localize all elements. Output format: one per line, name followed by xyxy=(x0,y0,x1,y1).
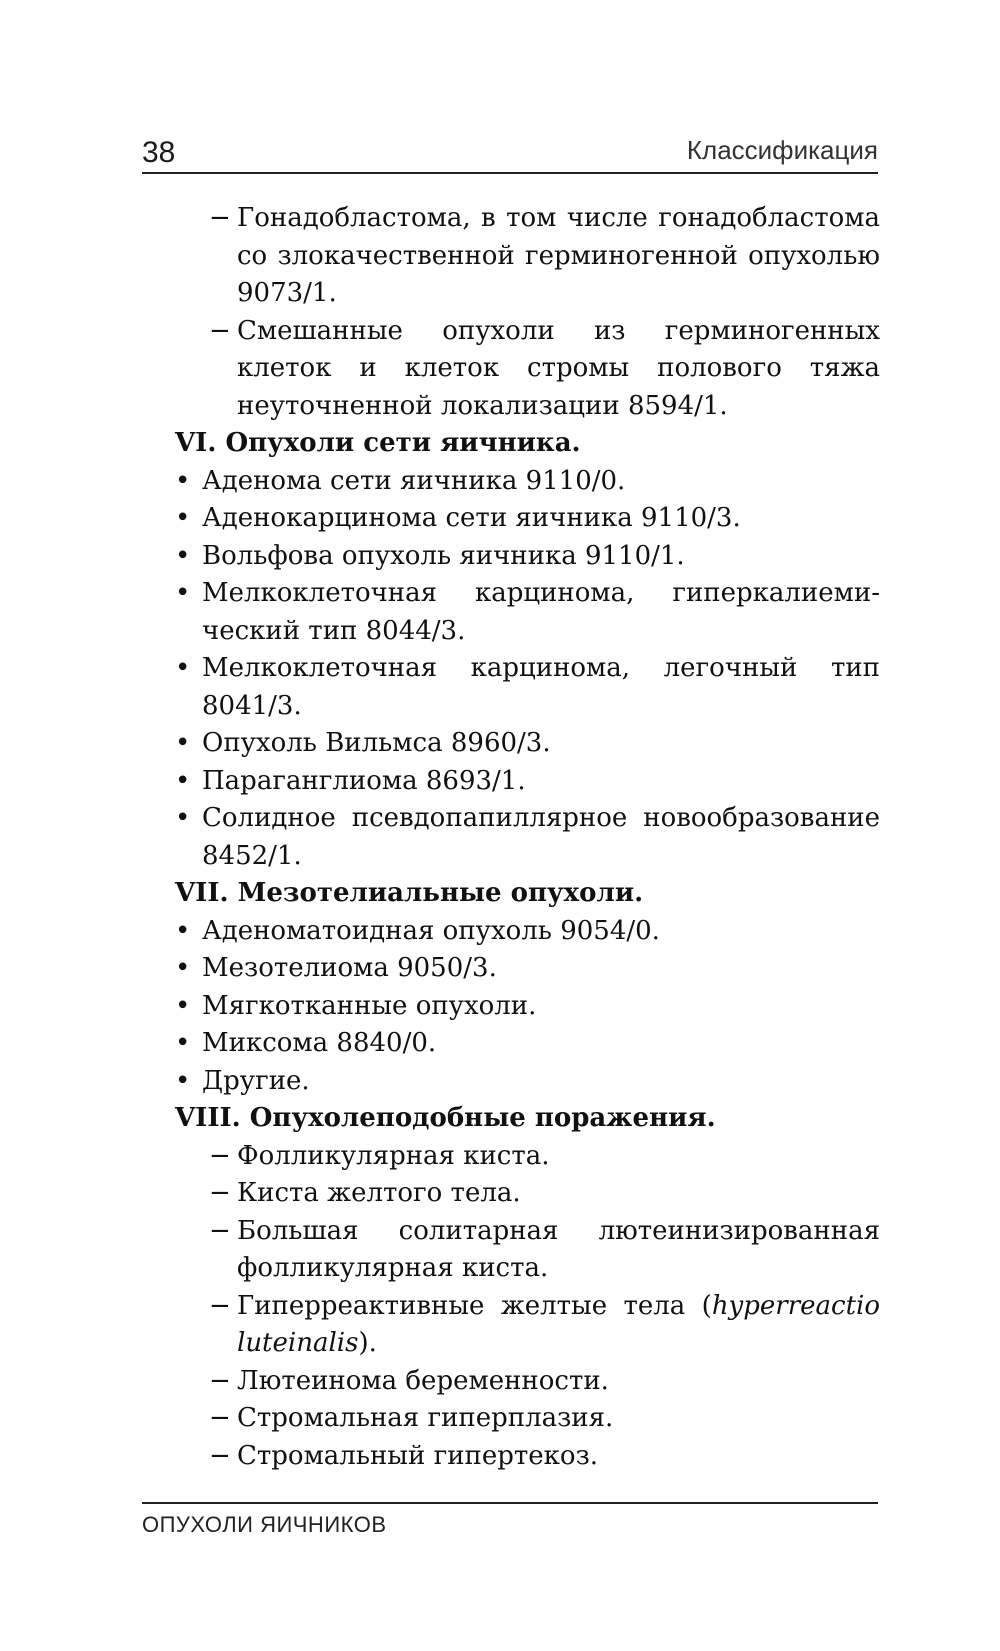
item-text: Мелкоклеточная карцинома, гиперкалиемический тип 8044/3. xyxy=(202,578,880,646)
item-text-suffix: ). xyxy=(358,1328,377,1358)
bullet-list-item xyxy=(175,650,880,725)
bullet-marker: • xyxy=(175,953,191,983)
bullet-list-item xyxy=(175,763,880,801)
item-text: Смешанные опухоли из герминогенных клеток и клеток стромы полового тяжа неуточненной локализации 8594/1. xyxy=(237,315,880,421)
dash-marker: − xyxy=(209,1140,231,1171)
bullet-marker: • xyxy=(175,578,191,608)
bullet-marker: • xyxy=(175,1065,191,1096)
bullet-marker: • xyxy=(175,540,191,571)
bullet-list-item xyxy=(175,538,880,576)
item-text: Большая солитарная лютеинизированная фолликулярная киста. xyxy=(237,1215,880,1283)
page-number: 38 xyxy=(142,136,176,169)
item-text: Аденома сети яичника 9110/0. xyxy=(202,465,626,496)
bullet-list-item xyxy=(175,913,880,951)
dash-marker: − xyxy=(209,1365,231,1396)
bullet-list-item xyxy=(175,1063,880,1101)
dash-list-item xyxy=(175,1138,880,1176)
dash-list-item xyxy=(175,1175,880,1213)
bullet-list-item xyxy=(175,950,880,988)
bullet-marker: • xyxy=(175,728,191,758)
bullet-list-item xyxy=(175,1025,880,1063)
item-text: Аденоматоидная опухоль 9054/0. xyxy=(202,915,660,946)
dash-list-item xyxy=(175,200,880,313)
bullet-marker: • xyxy=(175,765,191,796)
bullet-marker: • xyxy=(175,990,191,1021)
item-text: Гиперреактивные желтые тела ( xyxy=(237,1290,712,1321)
dash-marker: − xyxy=(209,1440,231,1471)
page-content xyxy=(175,200,880,1475)
item-text: Киста желтого тела. xyxy=(237,1178,521,1208)
dash-marker: − xyxy=(209,315,231,346)
item-text: Другие. xyxy=(202,1065,310,1096)
section-heading: VII. Мезотелиальные опухоли. xyxy=(175,878,644,908)
item-text: Фолликулярная киста. xyxy=(237,1140,550,1171)
bullet-list-item xyxy=(175,463,880,501)
item-text: Гонадобластома, в том числе гонадобластома со злокачественной герминогенной опухолью 9073/1. xyxy=(237,203,880,308)
section-heading: VIII. Опухолеподобные поражения. xyxy=(175,1103,716,1133)
dash-list-item xyxy=(175,1438,880,1476)
bullet-list-item xyxy=(175,800,880,875)
dash-list-item xyxy=(175,1400,880,1438)
dash-list-item xyxy=(175,1363,880,1401)
dash-marker: − xyxy=(209,1403,231,1433)
page-header xyxy=(142,128,878,174)
item-latin-term: hyperreactio luteinalis xyxy=(237,1290,880,1358)
dash-marker: − xyxy=(209,1178,231,1208)
running-head: Классификация xyxy=(686,135,878,165)
item-text: Стромальный гипертекоз. xyxy=(237,1440,599,1471)
bullet-list-item xyxy=(175,575,880,650)
item-text: Лютеинома беременности. xyxy=(237,1365,609,1396)
bullet-list-item xyxy=(175,988,880,1026)
dash-list-item xyxy=(175,1288,880,1363)
dash-marker: − xyxy=(209,203,231,233)
bullet-list-item xyxy=(175,725,880,763)
bullet-marker: • xyxy=(175,653,191,683)
item-text: Аденокарцинома сети яичника 9110/3. xyxy=(202,503,741,533)
item-text: Мезотелиома 9050/3. xyxy=(202,953,497,983)
bullet-list-item xyxy=(175,500,880,538)
item-text: Вольфова опухоль яичника 9110/1. xyxy=(202,540,685,571)
bullet-marker: • xyxy=(175,915,191,946)
dash-marker: − xyxy=(209,1290,231,1321)
book-title: ОПУХОЛИ ЯИЧНИКОВ xyxy=(142,1512,387,1537)
item-text: Стромальная гиперплазия. xyxy=(237,1403,614,1433)
item-text: Солидное псевдопапиллярное новообразование 8452/1. xyxy=(202,803,880,871)
dash-list-item xyxy=(175,1213,880,1288)
item-text: Миксома 8840/0. xyxy=(202,1028,437,1058)
bullet-marker: • xyxy=(175,1028,191,1058)
section-heading: VI. Опухоли сети яичника. xyxy=(175,428,581,458)
item-text: Параганглиома 8693/1. xyxy=(202,765,526,796)
bullet-marker: • xyxy=(175,803,191,833)
item-text: Мелкоклеточная карцинома, легочный тип 8041/3. xyxy=(202,653,880,721)
item-text: Опухоль Вильмса 8960/3. xyxy=(202,728,551,758)
dash-marker: − xyxy=(209,1215,231,1246)
page-footer xyxy=(142,1502,878,1537)
dash-list-item xyxy=(175,313,880,426)
item-text: Мягкотканные опухоли. xyxy=(202,990,537,1021)
bullet-marker: • xyxy=(175,503,191,533)
bullet-marker: • xyxy=(175,465,191,496)
